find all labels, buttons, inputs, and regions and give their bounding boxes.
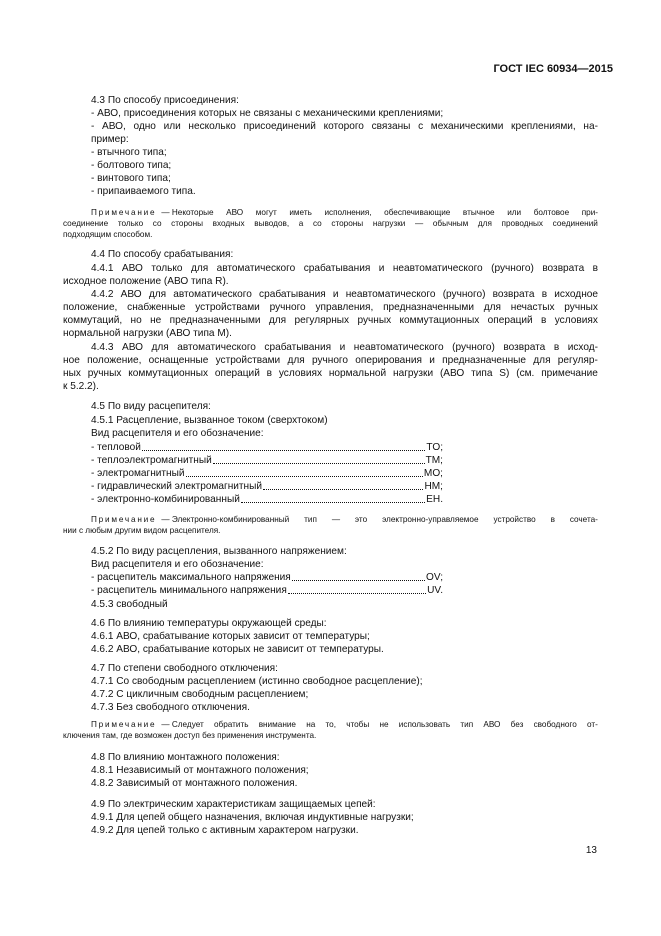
word: для (190, 263, 209, 274)
word: срабатывания (259, 289, 326, 300)
release-item: - гидравлический электромагнитный HM; (91, 481, 443, 492)
word: сочета- (569, 515, 598, 524)
release-list (91, 441, 443, 506)
word: и (339, 342, 346, 353)
word: одно (133, 121, 156, 132)
subsection-4-5-3: 4.5.3 свободный (91, 599, 168, 610)
word: предназначенными (169, 315, 261, 326)
note-4-3-line1 (91, 207, 598, 218)
p-4-4-2-line3 (63, 314, 598, 327)
word: — Некоторые (161, 208, 214, 217)
word: - (91, 121, 95, 132)
word: тип (304, 515, 317, 524)
item-4-7-3: 4.7.3 Без свободного отключения. (91, 702, 250, 713)
word: коммутационных (128, 368, 209, 379)
word: АВО, (102, 121, 126, 132)
word: связаны (371, 121, 411, 132)
word: свободного (533, 720, 577, 729)
release-item: - теплоэлектромагнитный TM; (91, 455, 443, 466)
word: — Электронно-комбинированный (161, 515, 290, 524)
word: механическими (430, 121, 504, 132)
subsection-4-5-2: 4.5.2 По виду расцепления, вызванного напряжением: (91, 546, 347, 557)
word: нечастых (510, 302, 555, 313)
word: возврата (492, 289, 535, 300)
word: предназначенными (383, 302, 474, 313)
section-4-3-item-b-line1 (91, 120, 598, 133)
word: с (418, 121, 424, 132)
p-4-4-3-line1 (91, 341, 598, 354)
word: которого (323, 121, 364, 132)
section-4-3-item-b-line2: пример: (91, 134, 129, 145)
item-4-9-1: 4.9.1 Для цепей общего назначения, включая индуктивные нагрузки; (91, 812, 414, 823)
word: для (268, 315, 287, 326)
p-4-4-3-line4: к 5.2.2). (63, 381, 99, 392)
p-4-4-1-line2: исходное положение (АВО типа R). (63, 276, 229, 287)
p-4-4-1-line1 (91, 262, 598, 275)
word: (ручного) (491, 263, 534, 274)
word: неавтоматического (392, 263, 483, 274)
word: оперирования (355, 355, 422, 366)
word: (см. (516, 368, 535, 379)
item-4-9-2: 4.9.2 Для цепей только с активным характером нагрузки. (91, 825, 359, 836)
word: неавтоматического (345, 289, 436, 300)
word: снабженные (127, 302, 186, 313)
note-label: Примечание (91, 515, 157, 524)
word: и (378, 263, 385, 274)
section-4-5-title: 4.5 По виду расцепителя: (91, 401, 211, 412)
word: ных (63, 368, 81, 379)
word: АВО (226, 208, 244, 217)
note-label: Примечание (91, 208, 157, 217)
word: обычным (432, 219, 469, 228)
word: могут (255, 208, 277, 217)
subsection-4-5-1: 4.5.1 Расцепление, вызванное током (сверхтоком) (91, 415, 328, 426)
word: ручных (564, 302, 598, 313)
word: 4.4.2 (91, 289, 114, 300)
word: автоматического (177, 342, 256, 353)
item-4-8-2: 4.8.2 Зависимый от монтажного положения. (91, 778, 298, 789)
word: ручных (87, 368, 122, 379)
word: на- (583, 121, 598, 132)
word: управления, (315, 302, 374, 313)
word: то, (325, 720, 336, 729)
section-4-3-item-a: - АВО, присоединения которых не связаны с механическими креплениями; (91, 108, 444, 119)
word: или (507, 208, 522, 217)
word: только (117, 219, 144, 228)
word: при- (581, 208, 598, 217)
release-item: - электронно-комбинированный EH. (91, 494, 443, 505)
word: болтовое (533, 208, 570, 217)
word: регулярных (294, 315, 350, 326)
note-4-3-line3: подходящим способом. (63, 230, 153, 239)
word: в (592, 263, 598, 274)
word: в (266, 368, 273, 379)
section-4-8-title: 4.8 По влиянию монтажного положения: (91, 752, 280, 763)
note-text (161, 207, 598, 218)
word: ручного (269, 302, 306, 313)
note-4-5-line2: нии с любым другим видом расцепителя. (63, 526, 221, 535)
word: обеспечивающие (384, 208, 451, 217)
note-label: Примечание (91, 720, 157, 729)
word: (ручного) (452, 342, 495, 353)
word: для (287, 355, 305, 366)
release-item: - расцепитель максимального напряжения OV; (91, 572, 443, 583)
word: примечание (541, 368, 598, 379)
p-4-4-2-line2 (63, 301, 598, 314)
word: нормальной (328, 368, 387, 379)
section-4-7-title: 4.7 По степени свободного отключения: (91, 663, 278, 674)
word: 4.4.1 (91, 263, 114, 274)
word: (АВО (439, 368, 465, 379)
word: тип (460, 720, 474, 729)
word: но (130, 315, 142, 326)
word: соединение (63, 219, 109, 228)
word: положение, (87, 355, 142, 366)
word: для (533, 355, 551, 366)
word: для (477, 219, 492, 228)
release-item: - тепловой TO; (91, 442, 443, 453)
word: креплениями, (511, 121, 576, 132)
word: нагрузки (372, 219, 406, 228)
word: 4.4.3 (91, 342, 114, 353)
type-item: - припаиваемого типа. (91, 186, 196, 197)
word: иметь (289, 208, 312, 217)
word: нагрузки (393, 368, 434, 379)
word: присоединений (243, 121, 316, 132)
word: (ручного) (442, 289, 486, 300)
word: без (510, 720, 524, 729)
word: АВО (120, 289, 142, 300)
note-4-7-line1 (91, 719, 598, 730)
word: обратить (213, 720, 249, 729)
word: входных (212, 219, 245, 228)
word: не (150, 315, 162, 326)
item-4-8-1: 4.8.1 Независимый от монтажного положения; (91, 765, 309, 776)
word: АВО (121, 263, 143, 274)
word: соединений (552, 219, 598, 228)
section-4-4-title: 4.4 По способу срабатывания: (91, 249, 234, 260)
item-4-6-1: 4.6.1 АВО, срабатывание которых зависит от температуры; (91, 631, 370, 642)
word: а (298, 219, 304, 228)
word: условиях (278, 368, 322, 379)
word: в (553, 342, 560, 353)
word: выводов, (254, 219, 290, 228)
word: срабатывания (303, 263, 371, 274)
word: устройство (493, 515, 536, 524)
word: — Следует (161, 720, 204, 729)
word: возврата (503, 342, 546, 353)
word: исполнения, (324, 208, 372, 217)
word: в (541, 315, 547, 326)
section-4-6-title: 4.6 По влиянию температуры окружающей среды: (91, 618, 327, 629)
word: внимание (258, 720, 296, 729)
word: ручных (357, 315, 392, 326)
word: для (151, 342, 169, 353)
word: это (354, 515, 368, 524)
word: — (415, 219, 424, 228)
p-4-4-2-line1 (91, 288, 598, 301)
word: оснащенные (148, 355, 209, 366)
note-4-7-line2: ключения там, где возможен доступ без применения инструмента. (63, 731, 317, 740)
word: для (148, 289, 167, 300)
word: со (152, 219, 162, 228)
note-text (161, 719, 598, 730)
word: не (379, 720, 389, 729)
word: условиях (554, 315, 598, 326)
section-4-3-title: 4.3 По способу присоединения: (91, 95, 239, 106)
word: в (550, 515, 555, 524)
section-4-9-title: 4.9 По электрическим характеристикам защищаемых цепей: (91, 799, 376, 810)
word: типа (471, 368, 493, 379)
word: положение, (63, 302, 118, 313)
word: неавтоматического (353, 342, 444, 353)
word: регуляр- (557, 355, 598, 366)
word: операций (487, 315, 533, 326)
word: электронно-управляемое (382, 515, 479, 524)
word: втычное (462, 208, 495, 217)
word: коммутационных (399, 315, 480, 326)
word: на (306, 720, 316, 729)
kind-label: Вид расцепителя и его обозначение: (91, 428, 264, 439)
word: ное (63, 355, 80, 366)
word: устройствами (215, 355, 281, 366)
word: АВО (483, 720, 501, 729)
word: — (331, 515, 340, 524)
release-item: - расцепитель минимального напряжения UV. (91, 585, 443, 596)
word: исходное (554, 289, 598, 300)
release-item: - электромагнитный MO; (91, 468, 443, 479)
item-4-7-2: 4.7.2 С цикличным свободным расцеплением; (91, 689, 309, 700)
item-4-7-1: 4.7.1 Со свободным расцеплением (истинно свободное расцепление); (91, 676, 423, 687)
word: срабатывания (264, 342, 332, 353)
word: устройствами (195, 302, 260, 313)
p-4-4-2-line4: нормальной нагрузки (АВО типа M). (63, 328, 232, 339)
word: автоматического (216, 263, 296, 274)
word: S) (499, 368, 510, 379)
kind-label: Вид расцепителя и его обозначение: (91, 559, 264, 570)
word: автоматического (173, 289, 252, 300)
word: от- (586, 720, 598, 729)
note-4-3-line2 (63, 218, 598, 229)
note-4-5-line1 (91, 514, 598, 525)
word: и (332, 289, 339, 300)
type-item: - винтового типа; (91, 173, 171, 184)
word: проводных (501, 219, 543, 228)
word: чтобы (346, 720, 370, 729)
word: предназначенные (442, 355, 527, 366)
p-4-4-3-line2 (63, 354, 598, 367)
word: в (541, 289, 548, 300)
type-item: - втычного типа; (91, 147, 167, 158)
word: операций (214, 368, 260, 379)
type-item: - болтового типа; (91, 160, 172, 171)
p-4-4-3-line3 (63, 367, 598, 380)
word: для (483, 302, 502, 313)
word: коммутаций, (63, 315, 123, 326)
note-text (161, 514, 598, 525)
word: со (312, 219, 322, 228)
word: АВО (121, 342, 143, 353)
word: или (163, 121, 181, 132)
page-number: 13 (585, 845, 597, 856)
word: исход- (567, 342, 598, 353)
word: только (151, 263, 183, 274)
item-4-6-2: 4.6.2 АВО, срабатывание которых не зависит от температуры. (91, 644, 384, 655)
word: несколько (188, 121, 236, 132)
word: стороны (331, 219, 364, 228)
word: стороны (171, 219, 203, 228)
word: использовать (398, 720, 451, 729)
word: и (429, 355, 435, 366)
voltage-release-list (91, 571, 443, 597)
word: возврата (542, 263, 585, 274)
word: ручного (311, 355, 349, 366)
document-header: ГОСТ IEC 60934—2015 (493, 63, 613, 75)
